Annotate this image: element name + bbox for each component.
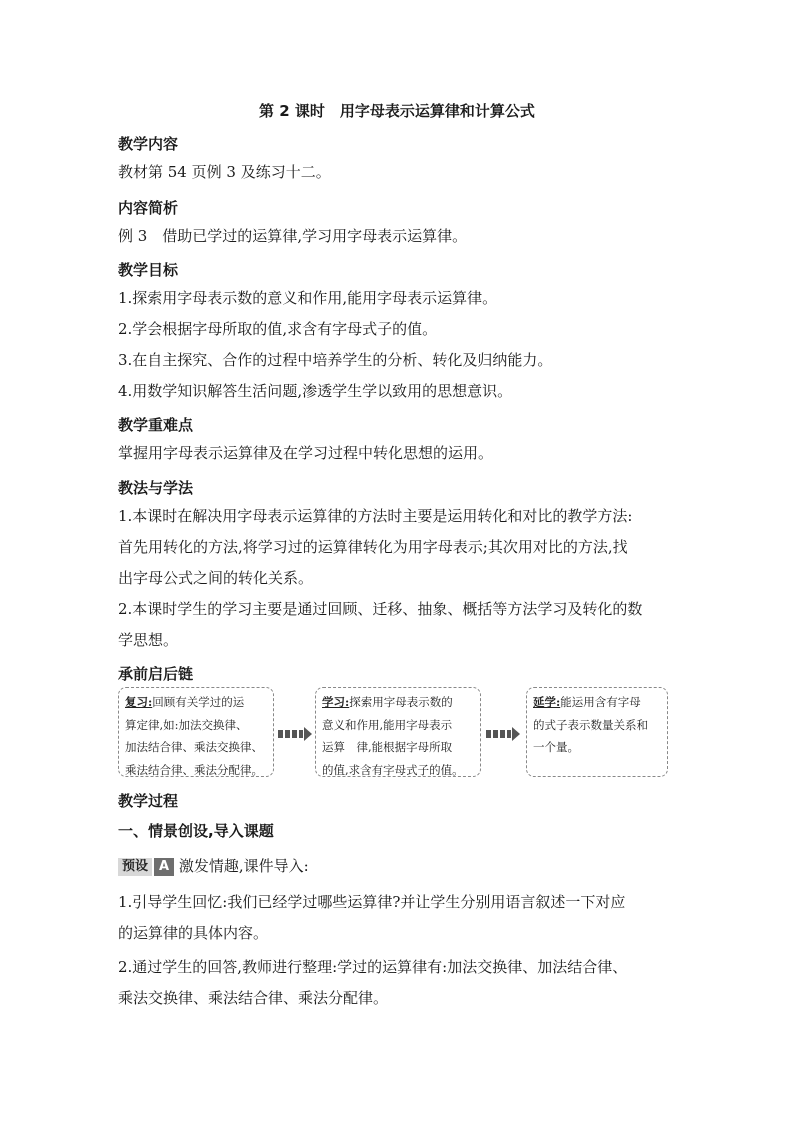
learn-label: 学习: (322, 695, 350, 709)
heading-teaching-goals: 教学目标 (118, 261, 179, 279)
goal-line-3: 3.在自主探究、合作的过程中培养学生的分析、转化及归纳能力。 (118, 351, 553, 369)
method-line-4: 2.本课时学生的学习主要是通过回顾、迁移、抽象、概括等方法学习及转化的数 (118, 600, 643, 618)
heading-process: 教学过程 (118, 792, 179, 810)
goal-line-2: 2.学会根据字母所取的值,求含有字母式子的值。 (118, 320, 438, 338)
lesson-chain (118, 687, 670, 782)
learn-line-2: 意义和作用,能用字母表示 (322, 717, 453, 732)
heading-step-1: 一、情景创设,导入课题 (118, 822, 274, 840)
key-points-text: 掌握用字母表示运算律及在学习过程中转化思想的运用。 (118, 444, 494, 462)
review-line-2: 算定律,如:加法交换律、 (125, 717, 248, 732)
preset-text: 激发情趣,课件导入: (178, 857, 309, 875)
method-line-3: 出字母公式之间的转化关系。 (118, 569, 314, 587)
review-line-3: 加法结合律、乘法交换律、 (125, 740, 263, 754)
preset-badge (118, 858, 174, 876)
chain-box-learn (315, 687, 481, 777)
process-line-2: 的运算律的具体内容。 (118, 924, 269, 942)
review-line-4: 乘法结合律、乘法分配律。 (125, 762, 263, 777)
preset-badge-text: 预设 (118, 858, 152, 876)
chain-arrow-icon (486, 727, 520, 741)
page-title: 第 2 课时 用字母表示运算律和计算公式 (259, 102, 535, 120)
preset-line (118, 851, 678, 882)
goal-line-4: 4.用数学知识解答生活问题,渗透学生学以致用的思想意识。 (118, 382, 513, 400)
goal-line-1: 1.探索用字母表示数的意义和作用,能用字母表示运算律。 (118, 289, 498, 307)
learn-line-4: 的值,求含有字母式子的值。 (322, 762, 464, 777)
extend-label: 延学: (533, 695, 561, 709)
chain-box-review (118, 687, 274, 777)
heading-key-points: 教学重难点 (118, 416, 194, 434)
learn-line-1: 探索用字母表示数的 (349, 695, 453, 709)
process-line-4: 乘法交换律、乘法结合律、乘法分配律。 (118, 989, 389, 1007)
method-line-1: 1.本课时在解决用字母表示运算律的方法时主要是运用转化和对比的教学方法: (118, 507, 633, 525)
process-line-1: 1.引导学生回忆:我们已经学过哪些运算律?并让学生分别用语言叙述一下对应 (118, 893, 626, 911)
heading-teaching-content: 教学内容 (118, 135, 179, 153)
heading-methods: 教法与学法 (118, 479, 194, 497)
extend-line-1: 能运用含有字母 (560, 695, 641, 709)
review-line-1: 回顾有关学过的运 (152, 695, 245, 709)
heading-chain: 承前启后链 (118, 665, 194, 683)
extend-line-3: 一个量。 (533, 740, 579, 754)
chain-box-extend (526, 687, 668, 777)
learn-line-3: 运算 律,能根据字母所取 (322, 740, 453, 754)
review-label: 复习: (125, 695, 153, 709)
heading-content-analysis: 内容简析 (118, 199, 179, 217)
teaching-content-text: 教材第 54 页例 3 及练习十二。 (118, 163, 331, 181)
extend-line-2: 的式子表示数量关系和 (533, 717, 648, 732)
chain-arrow-icon (278, 727, 312, 741)
process-line-3: 2.通过学生的回答,教师进行整理:学过的运算律有:加法交换律、加法结合律、 (118, 958, 628, 976)
method-line-5: 学思想。 (118, 631, 179, 649)
method-line-2: 首先用转化的方法,将学习过的运算律转化为用字母表示;其次用对比的方法,找 (118, 538, 628, 556)
content-analysis-text: 例 3 借助已学过的运算律,学习用字母表示运算律。 (118, 227, 468, 245)
preset-badge-letter: A (154, 858, 174, 876)
